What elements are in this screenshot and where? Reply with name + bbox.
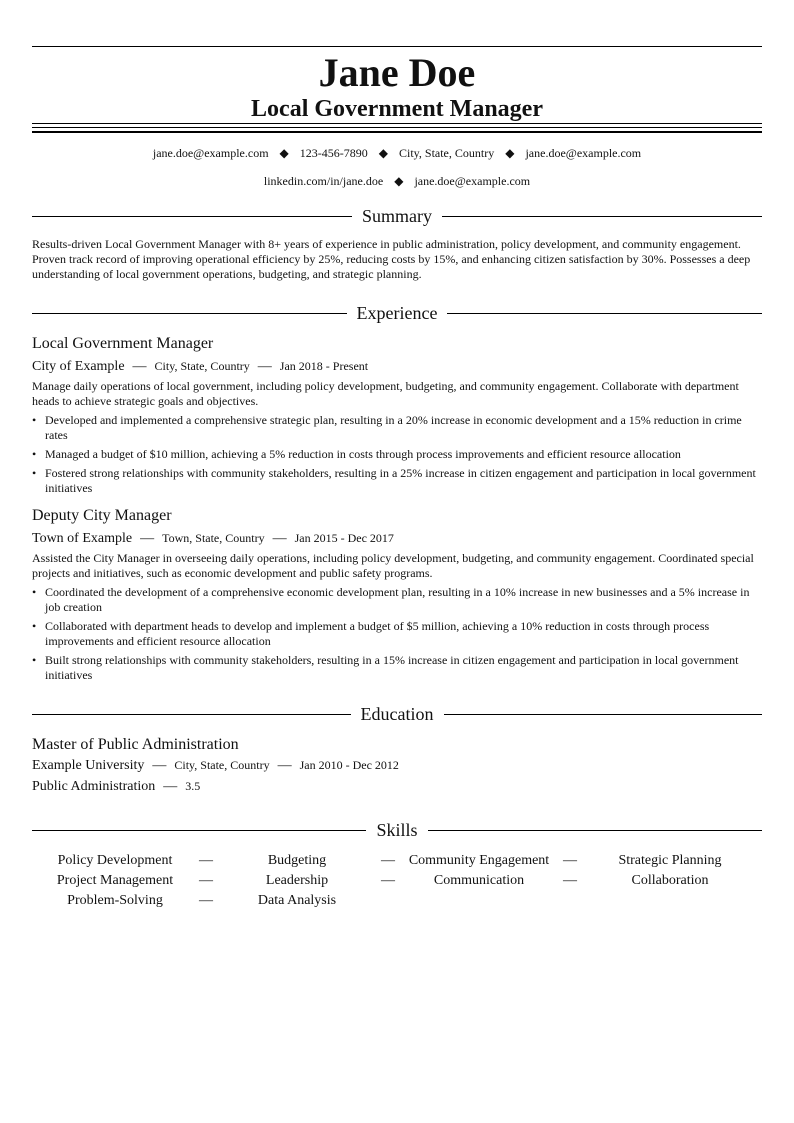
contact-email[interactable]: jane.doe@example.com [152,146,269,160]
edu-field: Public Administration [32,779,156,794]
skill-separator: — [199,893,213,908]
section-title: Education [360,704,434,724]
edu-field-line [32,776,762,797]
skill-item: Community Engagement [408,853,550,868]
skill-item: Policy Development [57,853,173,868]
job-bullets [32,413,762,496]
skill-separator: — [199,873,213,888]
job-org: Town of Example [32,531,133,546]
dash-separator: — [163,779,178,794]
edu-location: City, State, Country [174,758,270,772]
top-rule [32,46,762,47]
job-dates: Jan 2015 - Dec 2017 [294,531,394,545]
job-entry [32,506,762,683]
job-meta [32,528,762,549]
bullet-icon: • [32,413,37,427]
skill-item: Data Analysis [257,893,337,908]
dash-separator: — [257,359,272,374]
section-heading-experience [32,300,762,326]
bullet-icon: • [32,585,37,599]
skill-item: Project Management [56,873,174,888]
section-heading-education [32,701,762,727]
job-meta [32,356,762,377]
bullet-icon: • [32,447,37,461]
contact-linkedin[interactable]: linkedin.com/in/jane.doe [263,174,384,188]
job-org: City of Example [32,359,125,374]
section-title: Experience [356,303,438,323]
contact-email-3[interactable]: jane.doe@example.com [414,174,531,188]
skill-item: Budgeting [267,853,327,868]
contact-block [32,139,762,195]
dash-separator: — [132,359,147,374]
job-dates: Jan 2018 - Present [279,359,369,373]
contact-line-1 [32,139,762,167]
section-title: Summary [362,206,432,226]
job-bullets [32,585,762,683]
candidate-title: Local Government Manager [251,96,543,122]
diamond-separator-icon: ◆ [378,146,388,160]
edu-gpa: 3.5 [185,779,201,793]
candidate-name: Jane Doe [318,50,476,95]
skill-separator: — [381,873,395,888]
skill-item: Problem-Solving [67,893,163,908]
edu-school: Example University [32,758,145,773]
edu-dates: Jan 2010 - Dec 2012 [299,758,399,772]
skill-item: Communication [433,873,525,888]
contact-email-2[interactable]: jane.doe@example.com [525,146,642,160]
section-title: Skills [376,820,418,840]
section-heading-summary [32,203,762,229]
list-item: • Fostered strong relationships with community stakeholders, resulting in a 25% increase in citizen engagement and participation in local government initiatives [32,466,756,495]
skills-grid [32,851,762,911]
skill-item: Strategic Planning [618,853,722,868]
section-heading-skills [32,817,762,843]
job-title: Local Government Manager [32,335,214,352]
contact-phone: 123-456-7890 [299,146,368,160]
diamond-separator-icon: ◆ [279,146,289,160]
edu-meta [32,755,762,776]
job-title: Deputy City Manager [32,507,172,524]
dash-separator: — [277,758,292,773]
dash-separator: — [140,531,155,546]
resume-page [32,46,762,911]
skill-item: Collaboration [631,873,709,888]
skill-separator: — [563,873,577,888]
skill-item: Leadership [265,873,329,888]
job-description: Manage daily operations of local government, including policy development, budgeting, and community engagement. Collaborate with department heads to achieve strategic goals and objectives. [32,379,739,408]
list-item: • Collaborated with department heads to develop and implement a budget of $5 million, achieving a 10% reduction in costs through process improvements and efficient resource allocation [32,619,710,648]
skill-separator: — [563,853,577,868]
diamond-separator-icon: ◆ [394,174,404,188]
header-rule [32,123,762,133]
list-item: • Managed a budget of $10 million, achieving a 5% reduction in costs through process improvements and efficient resource allocation [32,447,681,461]
skill-separator: — [199,853,213,868]
contact-location: City, State, Country [399,146,495,160]
contact-line-2 [32,167,762,195]
edu-degree: Master of Public Administration [32,736,239,753]
list-item: • Coordinated the development of a comprehensive economic development plan, resulting in a 10% increase in new businesses and a 5% increase in job creation [32,585,750,614]
job-location: Town, State, Country [162,531,265,545]
dash-separator: — [152,758,167,773]
job-entry [32,334,762,496]
list-item: • Developed and implemented a comprehensive strategic plan, resulting in a 20% increase in economic development and a 15% reduction in crime rates [32,413,742,442]
summary-text: Results-driven Local Government Manager with 8+ years of experience in public administration, policy development, and community engagement. Proven track record of improving operational efficiency by 25%, reducing costs by 15%, and enhancing citizen satisfaction by 30%. Possesses a deep understanding of local government operations, budgeting, and strategic planning. [32,237,751,281]
bullet-icon: • [32,466,37,480]
job-location: City, State, Country [154,359,250,373]
job-description: Assisted the City Manager in overseeing daily operations, including policy development, budgeting, and community engagement. Coordinated special projects and initiatives, such as economic development and public safety programs. [32,551,754,580]
bullet-icon: • [32,619,37,633]
skill-separator: — [381,853,395,868]
dash-separator: — [272,531,287,546]
diamond-separator-icon: ◆ [505,146,515,160]
bullet-icon: • [32,653,37,667]
list-item: • Built strong relationships with community stakeholders, resulting in a 15% increase in citizen engagement and participation in local government initiatives [32,653,739,682]
